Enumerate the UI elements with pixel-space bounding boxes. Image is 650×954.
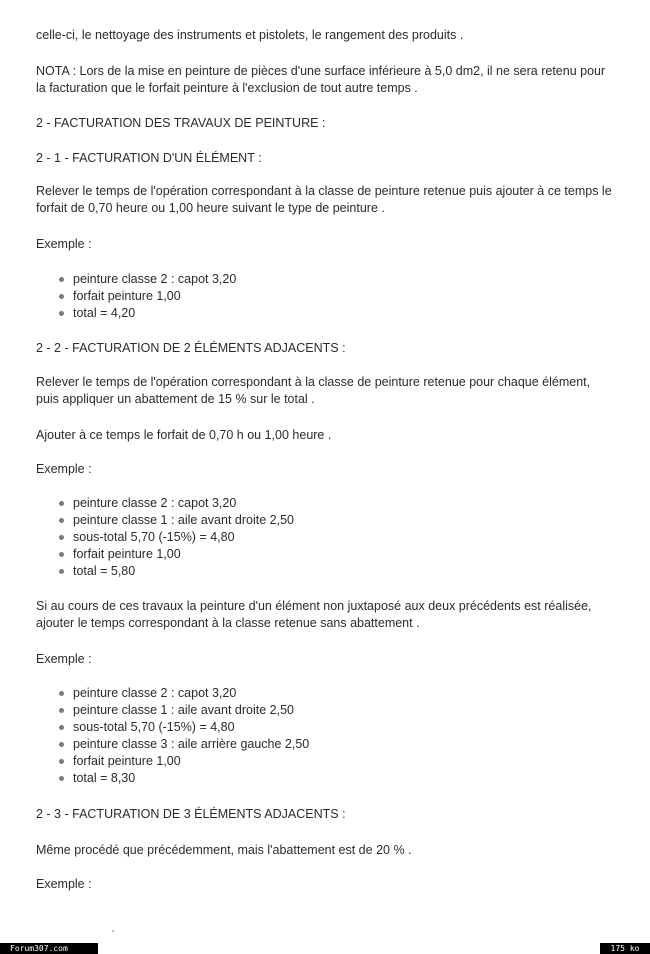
s22-example-list bbox=[58, 495, 294, 580]
list-item: peinture classe 2 : capot 3,20 bbox=[58, 685, 309, 702]
intro-line: celle-ci, le nettoyage des instruments et pistolets, le rangement des produits . bbox=[36, 28, 464, 42]
section-2-2-heading: 2 - 2 - FACTURATION DE 2 ÉLÉMENTS ADJACENTS : bbox=[36, 341, 346, 355]
list-item: forfait peinture 1,00 bbox=[58, 546, 294, 563]
section-2-1-heading: 2 - 1 - FACTURATION D'UN ÉLÉMENT : bbox=[36, 151, 262, 165]
list-item: sous-total 5,70 (-15%) = 4,80 bbox=[58, 529, 294, 546]
footer-site-label: Forum307.com bbox=[0, 943, 98, 954]
bullet-icon bbox=[59, 501, 64, 506]
bullet-icon bbox=[59, 552, 64, 557]
s22-text-3-line-1: Si au cours de ces travaux la peinture d'un élément non juxtaposé aux deux précédents est réalisée, bbox=[36, 599, 592, 613]
bullet-icon bbox=[59, 535, 64, 540]
nota-line-1: NOTA : Lors de la mise en peinture de pièces d'une surface inférieure à 5,0 dm2, il ne sera retenu pour bbox=[36, 64, 606, 78]
list-item: peinture classe 2 : capot 3,20 bbox=[58, 495, 294, 512]
section-2-heading: 2 - FACTURATION DES TRAVAUX DE PEINTURE : bbox=[36, 116, 326, 130]
section-2-3-text: Même procédé que précédemment, mais l'abattement est de 20 % . bbox=[36, 843, 412, 857]
section-2-2-text bbox=[36, 374, 636, 408]
intro-paragraph bbox=[36, 27, 636, 44]
s22-example-label: Exemple : bbox=[36, 462, 92, 476]
bullet-icon bbox=[59, 294, 64, 299]
footer-size-label: 175 ko bbox=[600, 943, 650, 954]
bullet-icon bbox=[59, 518, 64, 523]
bullet-icon bbox=[59, 742, 64, 747]
list-item: forfait peinture 1,00 bbox=[58, 288, 236, 305]
bullet-icon bbox=[59, 277, 64, 282]
s21-text-line-1: Relever le temps de l'opération correspondant à la classe de peinture retenue puis ajouter à ce temps le bbox=[36, 184, 612, 198]
s21-example-list bbox=[58, 271, 236, 322]
s22-text-3-line-2: ajouter le temps correspondant à la classe retenue sans abattement . bbox=[36, 616, 420, 630]
section-2-3-heading: 2 - 3 - FACTURATION DE 3 ÉLÉMENTS ADJACENTS : bbox=[36, 807, 346, 821]
s23-example-label: Exemple : bbox=[36, 877, 92, 891]
list-item: peinture classe 3 : aile arrière gauche 2,50 bbox=[58, 736, 309, 753]
nota-line-2: la facturation que le forfait peinture à l'exclusion de tout autre temps . bbox=[36, 81, 418, 95]
nota-paragraph bbox=[36, 63, 636, 97]
s21-text-line-2: forfait de 0,70 heure ou 1,00 heure suivant le type de peinture . bbox=[36, 201, 385, 215]
list-item: forfait peinture 1,00 bbox=[58, 753, 309, 770]
list-item: total = 8,30 bbox=[58, 770, 309, 787]
bullet-icon bbox=[59, 776, 64, 781]
section-2-1-text bbox=[36, 183, 636, 217]
bullet-icon bbox=[59, 311, 64, 316]
s22-text-line-1: Relever le temps de l'opération correspondant à la classe de peinture retenue pour chaque élément, bbox=[36, 375, 591, 389]
s21-example-label: Exemple : bbox=[36, 237, 92, 251]
s22-text-line-2: puis appliquer un abattement de 15 % sur le total . bbox=[36, 392, 315, 406]
bullet-icon bbox=[59, 725, 64, 730]
s22-text-3 bbox=[36, 598, 636, 632]
scan-speck bbox=[112, 930, 114, 932]
bullet-icon bbox=[59, 691, 64, 696]
list-item: total = 5,80 bbox=[58, 563, 294, 580]
s22-example-2-list bbox=[58, 685, 309, 787]
bullet-icon bbox=[59, 569, 64, 574]
list-item: total = 4,20 bbox=[58, 305, 236, 322]
list-item: peinture classe 2 : capot 3,20 bbox=[58, 271, 236, 288]
bullet-icon bbox=[59, 708, 64, 713]
list-item: sous-total 5,70 (-15%) = 4,80 bbox=[58, 719, 309, 736]
list-item: peinture classe 1 : aile avant droite 2,50 bbox=[58, 702, 309, 719]
list-item: peinture classe 1 : aile avant droite 2,50 bbox=[58, 512, 294, 529]
s22-text-2: Ajouter à ce temps le forfait de 0,70 h ou 1,00 heure . bbox=[36, 428, 332, 442]
s22-example-2-label: Exemple : bbox=[36, 652, 92, 666]
bullet-icon bbox=[59, 759, 64, 764]
